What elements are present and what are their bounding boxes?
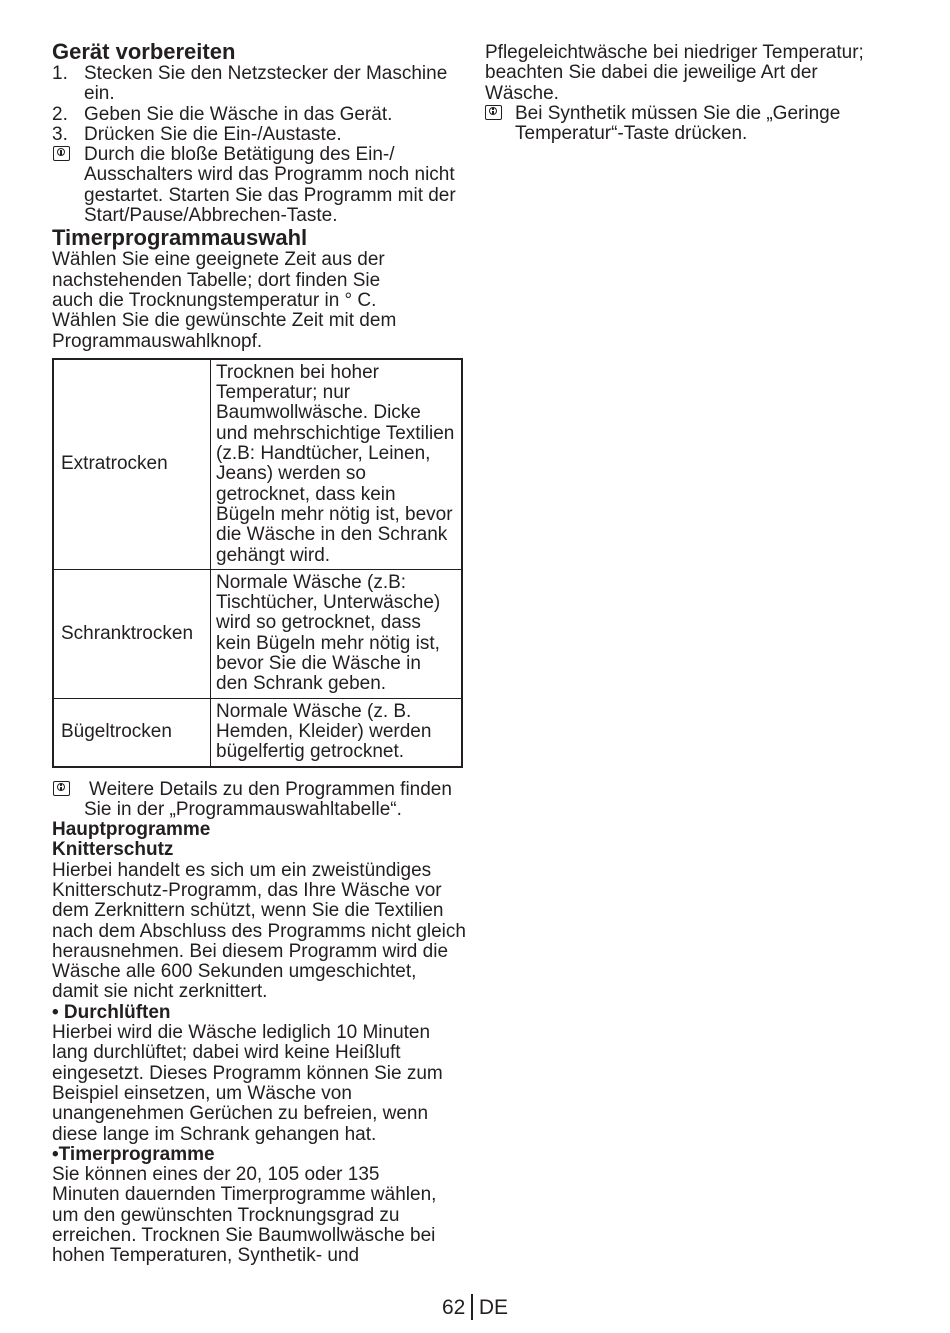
page-footer [0,1294,950,1320]
list-item [52,105,467,125]
continued-text: Pflegeleichtwäsche bei niedriger Temperatur; beachten Sie dabei die jeweilige Art der Wäsche. [485,42,864,104]
info-note-synthetic [485,104,895,145]
durchlueften-text: Hierbei wird die Wäsche lediglich 10 Minuten lang durchlüftet; dabei wird keine Heißluft eingesetzt. Dieses Programm können Sie zum Beispiel einsetzen, um Wäsche von unangenehmen Gerüchen zu befreien, wenn diese lange im Schrank gehangen hat. [52,1022,443,1145]
program-name: Schranktrocken [53,569,211,698]
program-description: Trocknen bei hoher Temperatur; nur Baumwollwäsche. Dicke und mehrschichtige Textilien (z.B: Handtücher, Leinen, Jeans) werden so getrocknet, dass kein Bügeln mehr nötig ist, bevor die Wäsche in den Schrank gehängt wird. [211,359,463,569]
page-number: 62 [441,1296,466,1319]
subsection-title-durchlueften: • Durchlüften [52,1001,171,1023]
table-row [53,698,462,766]
timerprogramme-text: Sie können eines der 20, 105 oder 135 Minuten dauernden Timerprogramme wählen, um den gewünschten Trocknungsgrad zu erreichen. Trocknen Sie Baumwollwäsche bei hohen Temperaturen, Synthetik- und [52,1164,437,1267]
subsection-title-knitterschutz: Knitterschutz [52,839,174,861]
language-code: DE [478,1296,509,1319]
right-column [485,43,895,144]
timer-intro: Wählen Sie eine geeignete Zeit aus der nachstehenden Tabelle; dort finden Sie auch die Trocknungstemperatur in ° C. Wählen Sie die gewünschte Zeit mit dem Programmauswahlknopf. [52,249,397,352]
program-description: Normale Wäsche (z.B: Tischtücher, Unterwäsche) wird so getrocknet, dass kein Bügeln mehr nötig ist, bevor Sie die Wäsche in den Schrank geben. [211,569,463,698]
list-item [52,64,467,105]
left-column [52,40,467,1267]
info-icon [485,105,502,120]
program-name: Extratrocken [53,359,211,569]
step-text: Geben Sie die Wäsche in das Gerät. [84,103,393,125]
program-name: Bügeltrocken [53,698,211,766]
knitterschutz-text: Hierbei handelt es sich um ein zweistündiges Knitterschutz-Programm, das Ihre Wäsche vor dem Zerknittern schützt, wenn Sie die Textilien nach dem Abschluss des Programms nicht gleich herausnehmen. Bei diesem Programm wird die Wäsche alle 600 Sekunden umgeschichtet, damit sie nicht zerknittert. [52,859,466,1003]
section-title-timer: Timerprogrammauswahl [52,225,308,251]
section-title-main-programs: Hauptprogramme [52,819,211,841]
table-row [53,569,462,698]
step-text: Drücken Sie die Ein-/Austaste. [84,123,342,145]
step-number: 1. [52,63,68,84]
note-text: Bei Synthetik müssen Sie die „Geringe Temperatur“-Taste drücken. [515,102,841,145]
subsection-title-timerprogramme: •Timerprogramme [52,1143,215,1165]
program-table [52,358,463,768]
footer-divider [471,1294,473,1320]
preparation-steps [52,64,467,145]
info-icon [53,146,70,161]
step-number: 2. [52,103,68,125]
step-number: 3. [52,123,68,145]
note-text: Durch die bloße Betätigung des Ein-/ Ausschalters wird das Programm noch nicht gestartet. Starten Sie das Programm mit der Start/Pause/Abbrechen-Taste. [84,144,456,227]
list-item [52,125,467,145]
step-text: Stecken Sie den Netzstecker der Maschine ein. [84,63,448,105]
info-icon [53,781,70,796]
section-title-preparation: Gerät vorbereiten [52,39,236,64]
program-description: Normale Wäsche (z. B. Hemden, Kleider) werden bügelfertig getrocknet. [211,698,463,766]
table-row [53,359,462,569]
info-note-start [52,145,467,226]
info-note-details [52,780,467,821]
note-text: Weitere Details zu den Programmen finden Sie in der „Programmauswahltabelle“. [84,778,452,820]
